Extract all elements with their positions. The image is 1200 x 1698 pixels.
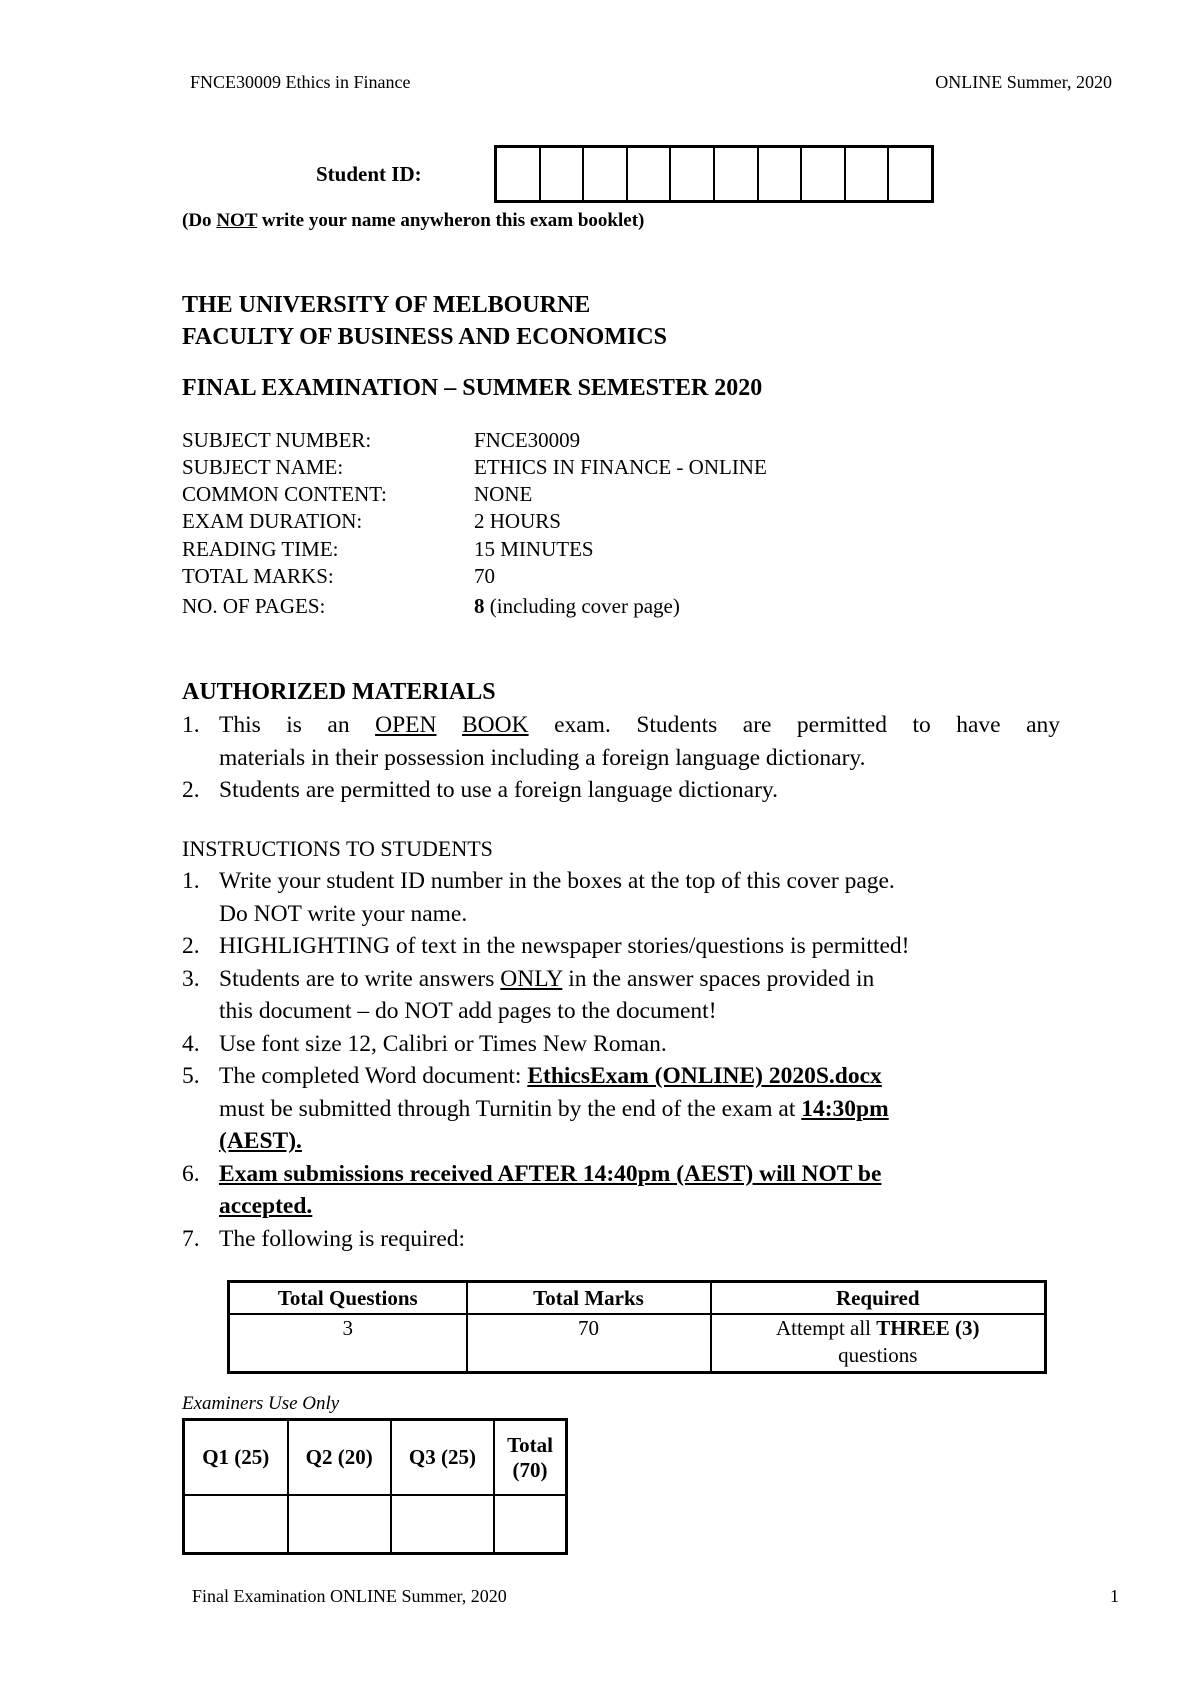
meta-value: 70 [474, 564, 495, 588]
requirements-table [227, 1280, 1047, 1374]
student-id-digit-box[interactable] [628, 148, 672, 200]
examiners-caption: Examiners Use Only [182, 1393, 340, 1414]
instructions-heading: INSTRUCTIONS TO STUDENTS [182, 836, 493, 861]
table-row [184, 1495, 567, 1554]
student-id-label: Student ID: [316, 162, 422, 186]
mark-entry-cell[interactable] [184, 1495, 288, 1554]
meta-label: TOTAL MARKS: [182, 564, 334, 588]
table-header: Q2 (20) [288, 1420, 391, 1496]
student-id-note: (Do NOT write your name anywheron this exam booklet) [182, 210, 645, 231]
mark-entry-cell[interactable] [288, 1495, 391, 1554]
student-id-digit-box[interactable] [541, 148, 585, 200]
exam-title: FINAL EXAMINATION – SUMMER SEMESTER 2020 [182, 375, 763, 401]
mark-entry-cell[interactable] [494, 1495, 566, 1554]
table-header: Required [711, 1282, 1046, 1315]
list-item: 5. The completed Word document: EthicsExam (ONLINE) 2020S.docx must be submitted through Turnitin by the end of the exam at 14:30pm (AEST). [182, 1063, 889, 1154]
page-number: 1 [1110, 1586, 1119, 1606]
meta-value: ETHICS IN FINANCE - ONLINE [474, 455, 767, 479]
table-cell: 3 [229, 1314, 467, 1373]
student-id-digit-box[interactable] [671, 148, 715, 200]
table-header: Q1 (25) [184, 1420, 288, 1496]
table-cell: 70 [467, 1314, 711, 1373]
list-item: 2. Students are permitted to use a foreign language dictionary. [182, 777, 779, 803]
meta-value: NONE [474, 482, 533, 506]
meta-value: 8 (including cover page) [474, 594, 680, 618]
student-id-boxes[interactable] [494, 145, 934, 203]
meta-label: SUBJECT NAME: [182, 455, 344, 479]
list-item: 1. Write your student ID number in the boxes at the top of this cover page. Do NOT write your name. [182, 868, 895, 927]
student-id-digit-box[interactable] [715, 148, 759, 200]
header-session: ONLINE Summer, 2020 [935, 72, 1112, 92]
student-id-digit-box[interactable] [497, 148, 541, 200]
meta-value: 2 HOURS [474, 509, 561, 533]
student-id-digit-box[interactable] [802, 148, 846, 200]
list-item: 3. Students are to write answers ONLY in the answer spaces provided in this document – do NOT add pages to the document! [182, 965, 875, 1024]
list-item: 7. The following is required: [182, 1225, 466, 1252]
table-header: Q3 (25) [391, 1420, 494, 1496]
student-id-digit-box[interactable] [889, 148, 931, 200]
meta-value: FNCE30009 [474, 428, 581, 452]
list-item: 1. This is an OPEN BOOK exam. Students are permitted to have any materials in their possession including a foreign language dictionary. [182, 712, 1061, 771]
exam-filename: EthicsExam (ONLINE) 2020S.docx [527, 1063, 882, 1089]
table-cell: Attempt all THREE (3) questions [711, 1314, 1046, 1373]
table-header: Total Marks [467, 1282, 711, 1315]
authorized-list [182, 709, 1060, 807]
university-title: THE UNIVERSITY OF MELBOURNE [182, 292, 591, 318]
faculty-title: FACULTY OF BUSINESS AND ECONOMICS [182, 324, 667, 350]
meta-label: READING TIME: [182, 537, 339, 561]
list-item: 6. Exam submissions received AFTER 14:40pm (AEST) will NOT be accepted. [182, 1160, 882, 1219]
table-header: Total Questions [229, 1282, 467, 1315]
list-item: 2. HIGHLIGHTING of text in the newspaper stories/questions is permitted! [182, 933, 910, 959]
student-id-digit-box[interactable] [759, 148, 803, 200]
meta-label: NO. OF PAGES: [182, 594, 326, 618]
meta-label: EXAM DURATION: [182, 509, 363, 533]
examiners-table [182, 1418, 568, 1555]
table-header: Total (70) [494, 1420, 566, 1496]
meta-label: SUBJECT NUMBER: [182, 428, 372, 452]
header-course-title: FNCE30009 Ethics in Finance [190, 72, 411, 92]
meta-value: 15 MINUTES [474, 537, 594, 561]
table-row [229, 1314, 1046, 1373]
instructions-list [182, 865, 1060, 1255]
footer-exam-title: Final Examination ONLINE Summer, 2020 [192, 1586, 507, 1606]
authorized-heading: AUTHORIZED MATERIALS [182, 679, 496, 705]
list-item: 4. Use font size 12, Calibri or Times New Roman. [182, 1030, 667, 1057]
student-id-digit-box[interactable] [846, 148, 890, 200]
meta-label: COMMON CONTENT: [182, 482, 387, 506]
student-id-digit-box[interactable] [584, 148, 628, 200]
mark-entry-cell[interactable] [391, 1495, 494, 1554]
